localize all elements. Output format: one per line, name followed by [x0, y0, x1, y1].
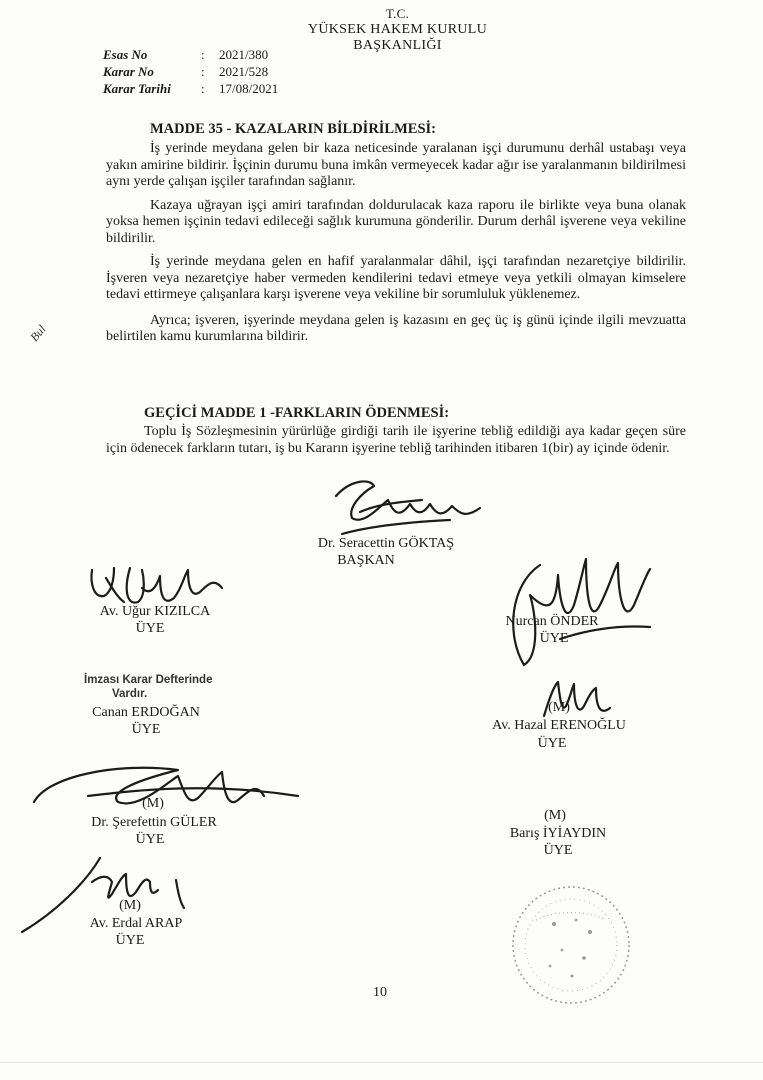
kizilca-title: ÜYE — [135, 621, 165, 636]
iyiaydin-title: ÜYE — [543, 843, 573, 858]
meta-karar-no — [103, 64, 268, 80]
president-signature — [330, 474, 490, 544]
erenoglu-title: ÜYE — [537, 736, 567, 751]
meta-label: Esas No — [103, 47, 148, 62]
meta-value: 2021/528 — [219, 64, 269, 79]
guler-name: Dr. Şerefettin GÜLER — [91, 815, 217, 830]
erenoglu-name: Av. Hazal ERENOĞLU — [492, 718, 626, 733]
temporary-article-1-heading: GEÇİCİ MADDE 1 -FARKLARIN ÖDENMESİ: — [144, 405, 450, 421]
guler-title: ÜYE — [135, 832, 165, 847]
erenoglu-mark: (M) — [548, 700, 570, 715]
header-tc: T.C. — [385, 6, 410, 21]
article-35-paragraph-2: Kazaya uğrayan işçi amiri tarafından doldurulacak kaza raporu ile birlikte veya buna olanak yoksa hemen işçinin tedavi edileceği sağlık kurumuna gönderilir. Durum derhâl işverene veya vekiline bildirilir. — [106, 197, 686, 246]
meta-karar-tarihi — [103, 81, 278, 97]
margin-initials: Bul — [27, 322, 49, 345]
meta-separator: : — [201, 64, 205, 79]
article-35-paragraph-3: İş yerinde meydana gelen en hafif yaralanmalar dâhil, işçi tarafından nezaretçiye bildirilir. İşveren veya nezaretçiye haber vermeden kendilerini tedavi etmeye veya yetkili olmayan kimselere tedavi ettirmeye çalışanlara karşı işverene veya vekiline bir sorumluluk yüklenemez. — [106, 254, 686, 302]
header-institution: YÜKSEK HAKEM KURULU — [307, 22, 488, 37]
article-35-heading: MADDE 35 - KAZALARIN BİLDİRİLMESİ: — [150, 121, 436, 137]
article-35-paragraph-4: Ayrıca; işveren, işyerinde meydana gelen iş kazasını en geç üç iş günü içinde ilgili mevzuatta belirtilen kamu kurumlarına bildirir. — [106, 312, 686, 344]
arap-title: ÜYE — [115, 933, 145, 948]
article-35-paragraph-1: İş yerinde meydana gelen bir kaza neticesinde yaralanan işçi durumunu derhâl ustabaşı veya yakın amirine bildirir. İşçinin durumu buna imkân vermeyecek kadar ağır ise yaralanmanın bildirilmesi aynı yerde çalışan işçiler tarafından sağlanır. — [106, 141, 686, 189]
erdogan-note-line-1: İmzası Karar Defterinde — [84, 674, 213, 686]
arap-name: Av. Erdal ARAP — [89, 916, 183, 931]
meta-esas-no — [103, 47, 268, 63]
president-title: BAŞKAN — [337, 553, 395, 568]
temporary-article-1-paragraph: Toplu İş Sözleşmesinin yürürlüğe girdiği tarih ile işyerine tebliğ edildiği aya kadar geçen süre için ödenecek farkların tutarı, iş bu Kararın işyerine tebliğ tarihinden itibaren 1(bir) ay içinde ödenir. — [106, 424, 686, 456]
onder-name: Nurcan ÖNDER — [505, 614, 599, 629]
iyiaydin-name: Barış İYİAYDIN — [509, 826, 607, 841]
page-number: 10 — [373, 985, 387, 1000]
header-presidency: BAŞKANLIĞI — [353, 38, 442, 53]
onder-signature — [500, 545, 670, 675]
kizilca-name: Av. Uğur KIZILCA — [99, 604, 211, 619]
erdogan-title: ÜYE — [131, 722, 161, 737]
meta-value: 2021/380 — [219, 47, 269, 62]
erdogan-name: Canan ERDOĞAN — [92, 705, 200, 720]
meta-separator: : — [201, 81, 205, 96]
official-seal — [506, 880, 636, 1010]
scan-bottom-edge — [0, 1062, 763, 1063]
iyiaydin-mark: (M) — [544, 808, 566, 823]
meta-label: Karar Tarihi — [103, 81, 171, 96]
arap-mark: (M) — [119, 898, 141, 913]
meta-value: 17/08/2021 — [219, 81, 279, 96]
article-35-body — [106, 141, 686, 346]
meta-label: Karar No — [103, 64, 154, 79]
guler-mark: (M) — [142, 796, 164, 811]
meta-separator: : — [201, 47, 205, 62]
erdogan-note-line-2: Vardır. — [112, 688, 148, 700]
temporary-article-1-body — [106, 424, 686, 457]
president-name: Dr. Seracettin GÖKTAŞ — [317, 536, 455, 551]
onder-title: ÜYE — [539, 631, 569, 646]
